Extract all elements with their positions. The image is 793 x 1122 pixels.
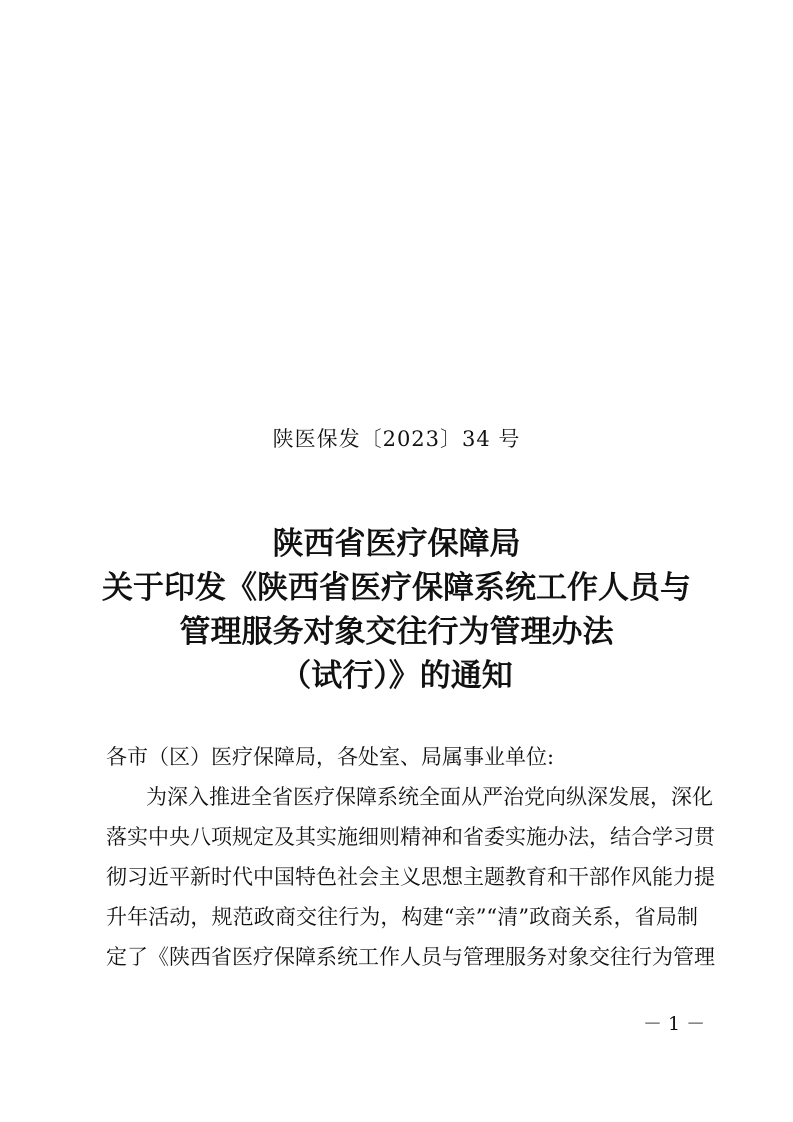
title-line: 陕西省医疗保障局 [272,526,521,562]
document-number: 陕医保发〔2023〕34 号 [272,427,521,451]
document-title [0,522,793,698]
document-body [106,737,715,977]
salutation: 各市（区）医疗保障局，各处室、局属事业单位: [106,745,555,769]
title-line: （试行）》的通知 [280,658,513,694]
body-line: 落实中央八项规定及其实施细则精神和省委实施办法，结合学习贯 [106,825,715,849]
body-line: 为深入推进全省医疗保障系统全面从严治党向纵深发展，深化 [146,785,713,809]
body-line: 定了《陕西省医疗保障系统工作人员与管理服务对象交往行为管理 [106,945,715,969]
page-number: － 1 － [643,1013,706,1035]
title-line: 管理服务对象交往行为管理办法 [179,614,614,650]
body-line: 彻习近平新时代中国特色社会主义思想主题教育和干部作风能力提 [106,865,715,889]
body-line: 升年活动，规范政商交往行为，构建“亲”“清”政商关系，省局制 [106,905,698,929]
title-line: 关于印发《陕西省医疗保障系统工作人员与 [102,570,691,606]
